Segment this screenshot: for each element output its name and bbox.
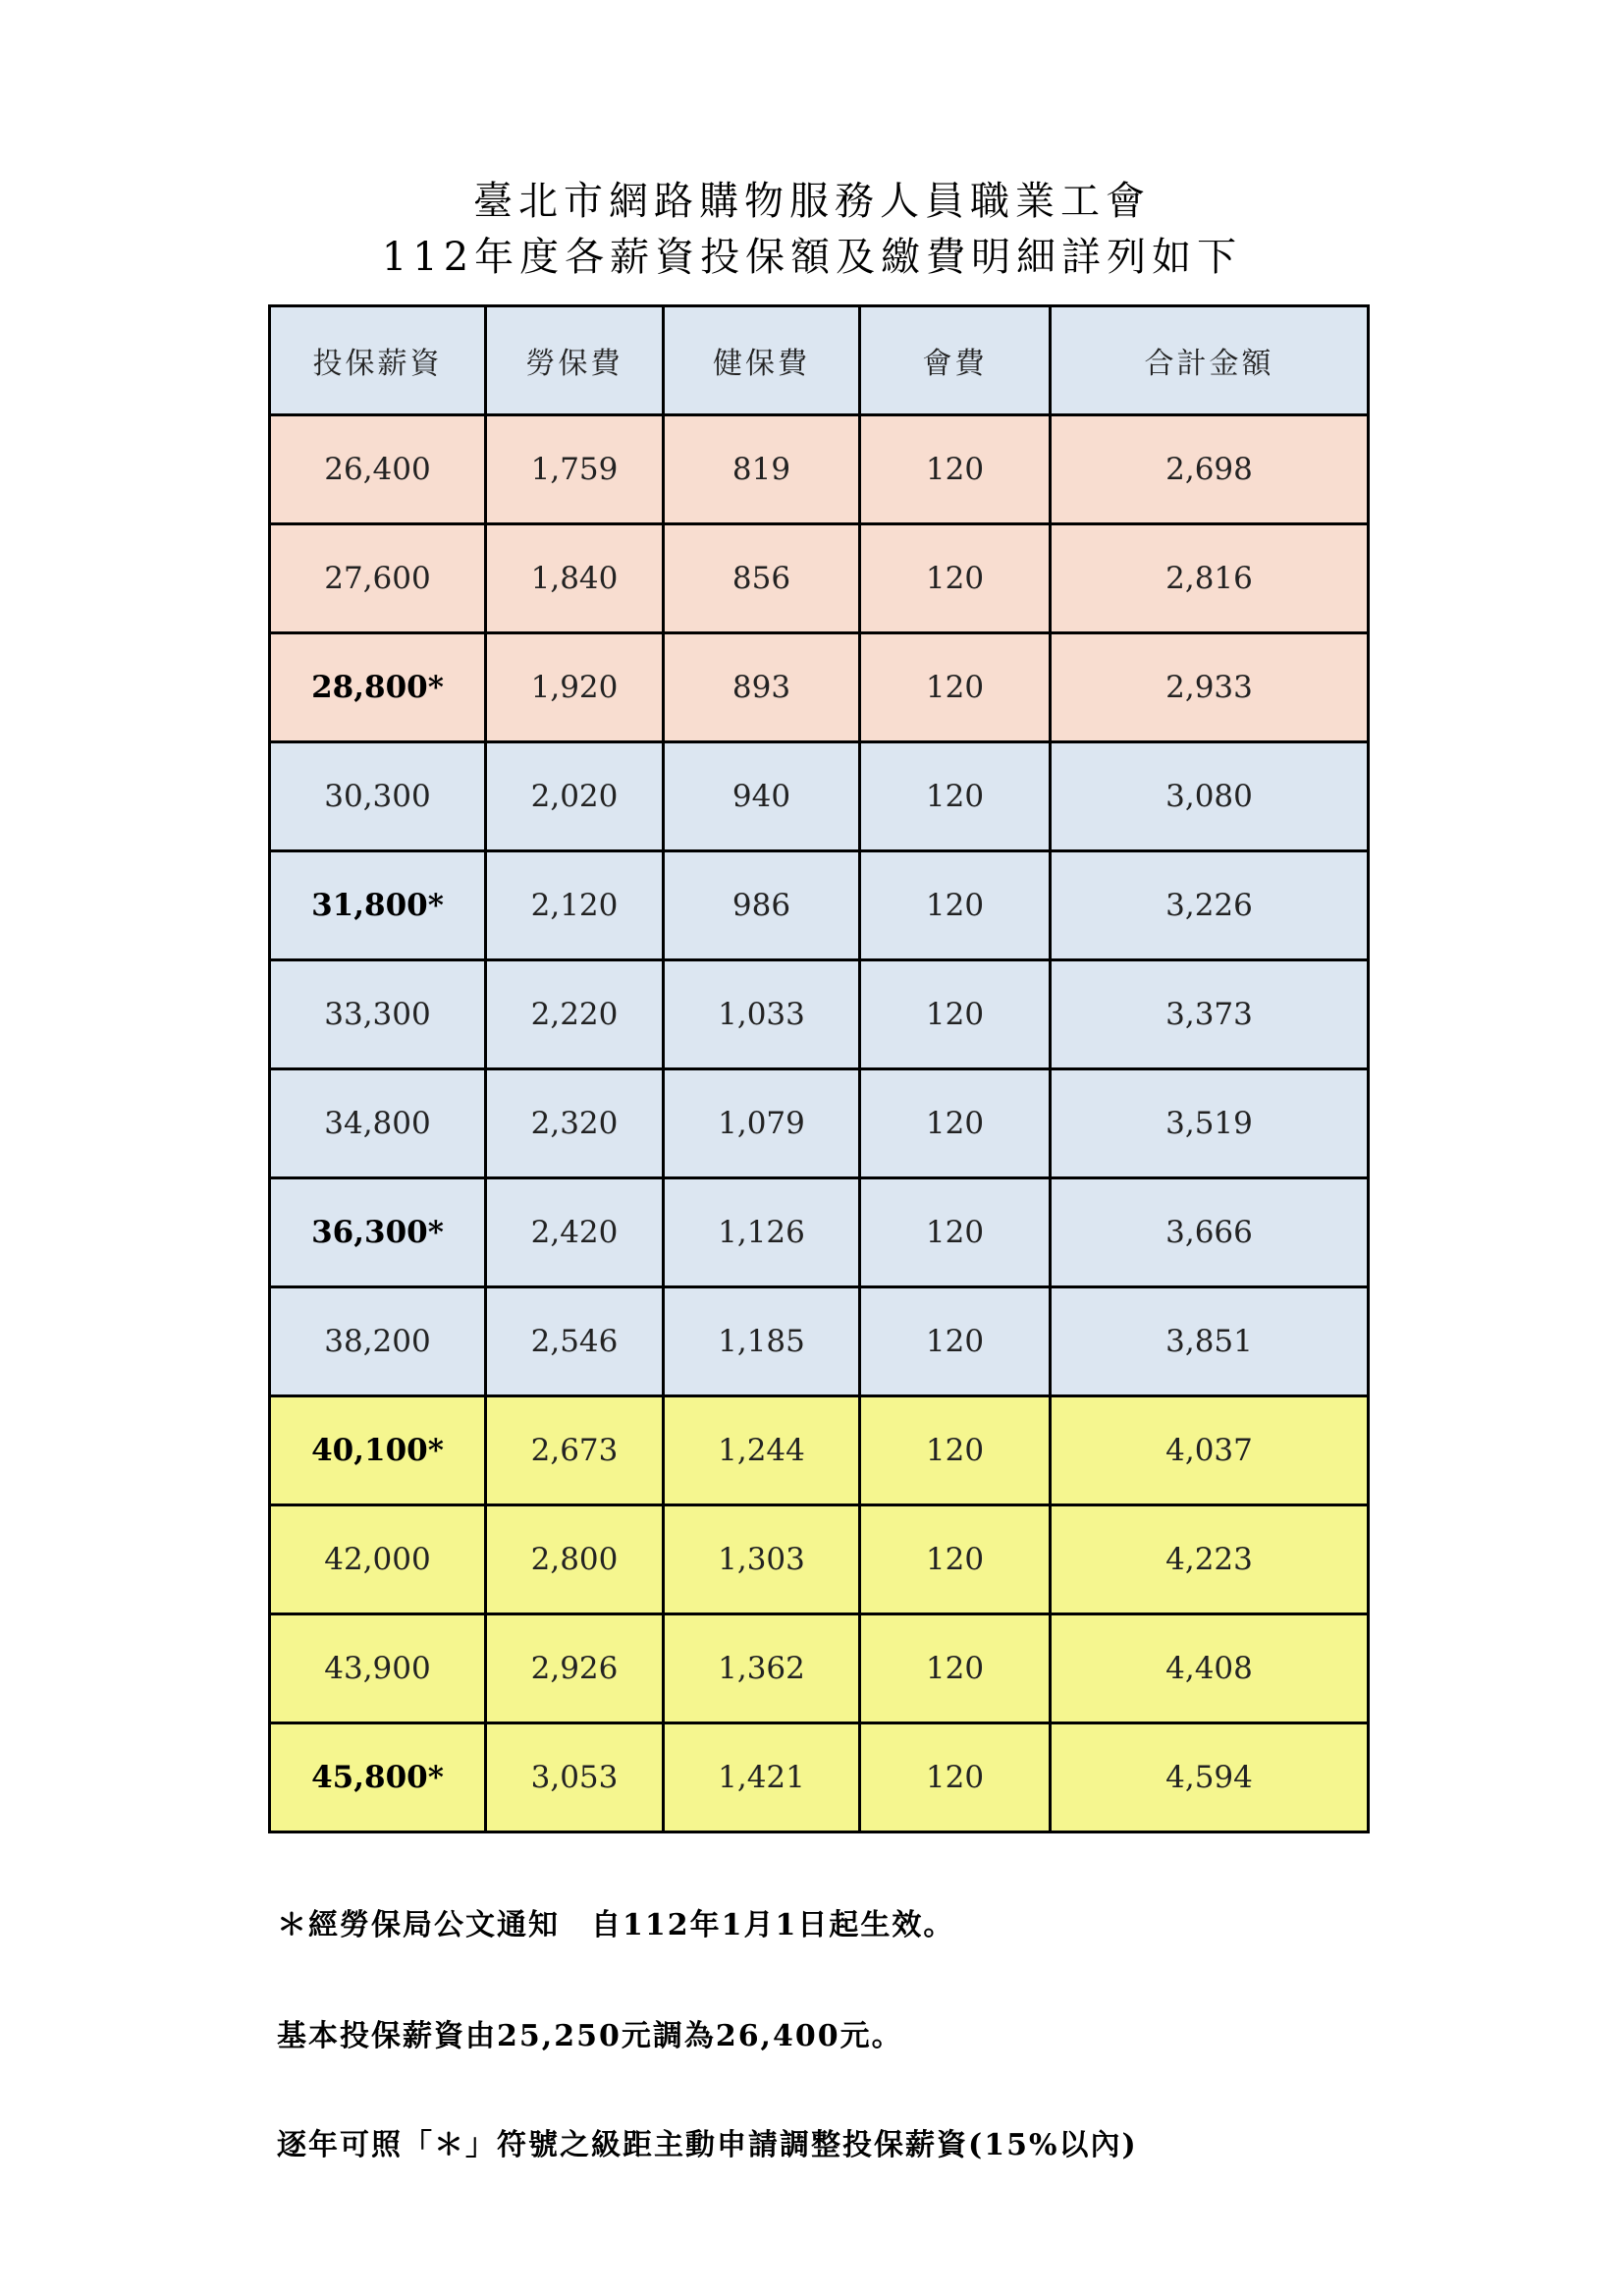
base-salary-note: 基本投保薪資由25,250元調為26,400元。: [277, 2019, 903, 2053]
cell-dues: 120: [860, 1287, 1051, 1396]
cell-health: 1,244: [664, 1396, 860, 1505]
table-row: [270, 960, 1369, 1069]
cell-labor: 2,120: [486, 851, 664, 960]
table-body: [270, 415, 1369, 1832]
cell-labor: 2,020: [486, 742, 664, 851]
table-header-row: [270, 306, 1369, 415]
cell-salary: 45,800*: [270, 1723, 486, 1832]
effective-date-note: ＊經勞保局公文通知 自112年1月1日起生效。: [277, 1908, 955, 1942]
table-row: [270, 742, 1369, 851]
cell-health: 1,185: [664, 1287, 860, 1396]
document-subtitle: 112年度各薪資投保額及繳費明細詳列如下: [381, 235, 1243, 280]
table-row: [270, 1069, 1369, 1178]
cell-labor: 1,759: [486, 415, 664, 524]
cell-dues: 120: [860, 960, 1051, 1069]
cell-labor: 2,546: [486, 1287, 664, 1396]
cell-salary: 42,000: [270, 1505, 486, 1614]
cell-salary: 33,300: [270, 960, 486, 1069]
cell-salary: 27,600: [270, 524, 486, 633]
cell-dues: 120: [860, 851, 1051, 960]
cell-total: 3,080: [1051, 742, 1369, 851]
cell-dues: 120: [860, 1396, 1051, 1505]
cell-total: 4,594: [1051, 1723, 1369, 1832]
cell-dues: 120: [860, 1723, 1051, 1832]
cell-salary: 28,800*: [270, 633, 486, 742]
cell-salary: 26,400: [270, 415, 486, 524]
cell-dues: 120: [860, 415, 1051, 524]
header-total: 合計金額: [1051, 306, 1369, 415]
table-row: [270, 633, 1369, 742]
table-row: [270, 1287, 1369, 1396]
cell-health: 986: [664, 851, 860, 960]
cell-salary: 40,100*: [270, 1396, 486, 1505]
cell-salary: 36,300*: [270, 1178, 486, 1287]
adjustment-note: 逐年可照「＊」符號之級距主動申請調整投保薪資(15%以內): [277, 2128, 1138, 2162]
table-row: [270, 1178, 1369, 1287]
header-salary: 投保薪資: [270, 306, 486, 415]
cell-labor: 2,673: [486, 1396, 664, 1505]
cell-total: 3,373: [1051, 960, 1369, 1069]
table-row: [270, 851, 1369, 960]
cell-total: 4,223: [1051, 1505, 1369, 1614]
cell-health: 1,079: [664, 1069, 860, 1178]
cell-dues: 120: [860, 1614, 1051, 1723]
cell-labor: 2,320: [486, 1069, 664, 1178]
cell-salary: 34,800: [270, 1069, 486, 1178]
header-union-dues: 會費: [860, 306, 1051, 415]
cell-labor: 2,926: [486, 1614, 664, 1723]
cell-total: 4,408: [1051, 1614, 1369, 1723]
fee-table: [268, 304, 1370, 1833]
header-labor-insurance: 勞保費: [486, 306, 664, 415]
cell-labor: 3,053: [486, 1723, 664, 1832]
cell-health: 819: [664, 415, 860, 524]
cell-total: 3,851: [1051, 1287, 1369, 1396]
document-title: 臺北市網路購物服務人員職業工會: [473, 179, 1151, 224]
table-row: [270, 415, 1369, 524]
cell-dues: 120: [860, 742, 1051, 851]
cell-labor: 2,800: [486, 1505, 664, 1614]
table-row: [270, 1614, 1369, 1723]
cell-health: 1,126: [664, 1178, 860, 1287]
cell-salary: 30,300: [270, 742, 486, 851]
cell-labor: 2,420: [486, 1178, 664, 1287]
cell-dues: 120: [860, 1505, 1051, 1614]
cell-labor: 1,840: [486, 524, 664, 633]
cell-health: 893: [664, 633, 860, 742]
cell-salary: 31,800*: [270, 851, 486, 960]
cell-health: 856: [664, 524, 860, 633]
cell-total: 3,519: [1051, 1069, 1369, 1178]
cell-health: 1,303: [664, 1505, 860, 1614]
cell-dues: 120: [860, 524, 1051, 633]
cell-dues: 120: [860, 1178, 1051, 1287]
cell-salary: 43,900: [270, 1614, 486, 1723]
cell-health: 1,362: [664, 1614, 860, 1723]
cell-total: 2,698: [1051, 415, 1369, 524]
cell-total: 2,816: [1051, 524, 1369, 633]
cell-labor: 1,920: [486, 633, 664, 742]
cell-health: 1,421: [664, 1723, 860, 1832]
header-health-insurance: 健保費: [664, 306, 860, 415]
cell-total: 3,666: [1051, 1178, 1369, 1287]
cell-labor: 2,220: [486, 960, 664, 1069]
cell-health: 1,033: [664, 960, 860, 1069]
table-row: [270, 524, 1369, 633]
cell-dues: 120: [860, 633, 1051, 742]
cell-total: 3,226: [1051, 851, 1369, 960]
cell-total: 2,933: [1051, 633, 1369, 742]
table-row: [270, 1505, 1369, 1614]
cell-health: 940: [664, 742, 860, 851]
cell-salary: 38,200: [270, 1287, 486, 1396]
table-row: [270, 1396, 1369, 1505]
cell-dues: 120: [860, 1069, 1051, 1178]
cell-total: 4,037: [1051, 1396, 1369, 1505]
table-row: [270, 1723, 1369, 1832]
